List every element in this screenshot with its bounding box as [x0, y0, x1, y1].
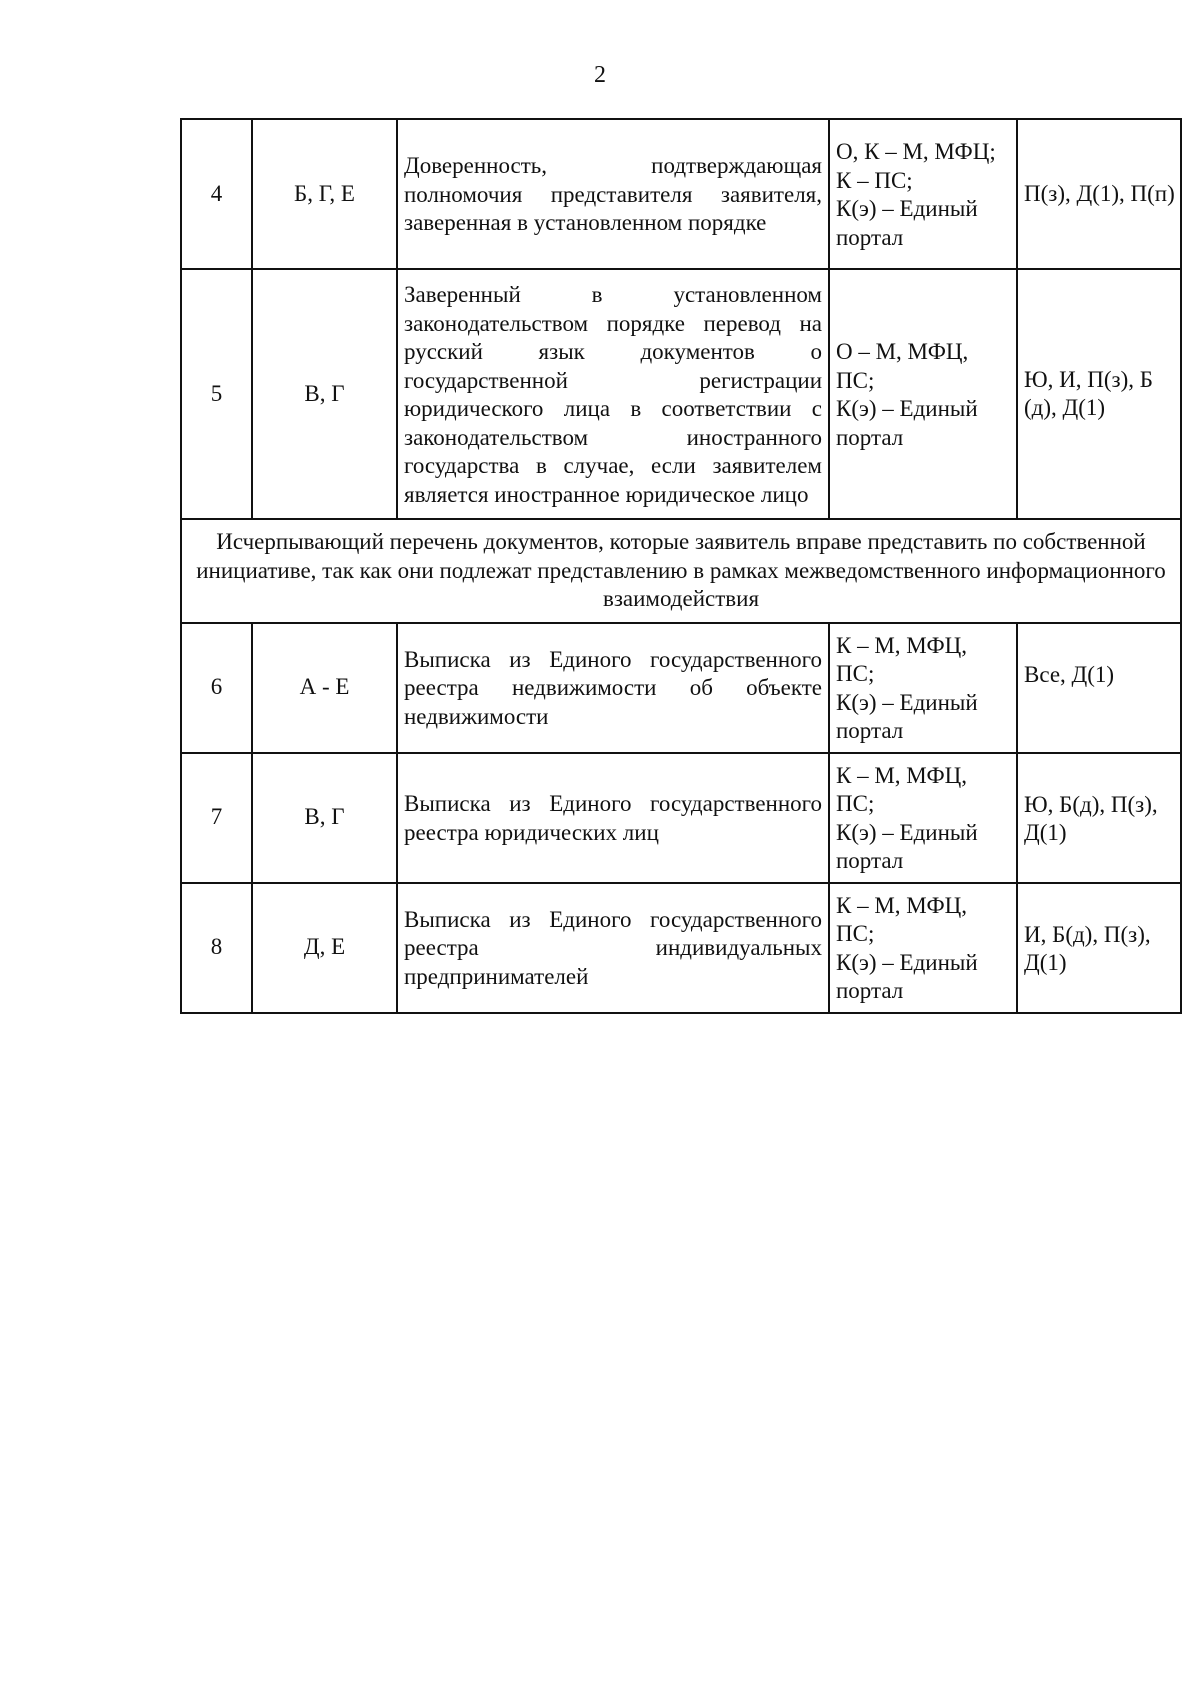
submission-way: ПС; — [836, 791, 875, 816]
row-number: 6 — [181, 623, 252, 753]
submission-ways — [829, 269, 1017, 519]
section-heading: Исчерпывающий перечень документов, которые заявитель вправе представить по собственной инициативе, так как они подлежат представлению в рамках межведомственного информационного взаимодействия — [181, 519, 1181, 623]
document-description: Доверенность, подтверждающая полномочия представителя заявителя, заверенная в установленном порядке — [397, 119, 829, 269]
table-row — [181, 753, 1181, 883]
document-description: Выписка из Единого государственного реестра индивидуальных предпринимателей — [397, 883, 829, 1013]
submission-ways — [829, 623, 1017, 753]
submission-way: О – М, МФЦ, — [836, 339, 969, 364]
table-row — [181, 119, 1181, 269]
result-codes: Ю, И, П(з), Б (д), Д(1) — [1017, 269, 1181, 519]
submission-way: К – М, МФЦ, — [836, 632, 967, 658]
row-number: 4 — [181, 119, 252, 269]
submission-way: К(э) – Единый портал — [836, 396, 978, 450]
section-heading-row — [181, 519, 1181, 623]
row-number: 5 — [181, 269, 252, 519]
submission-way: К(э) – Единый портал — [836, 819, 978, 873]
table-row — [181, 269, 1181, 519]
applicant-categories: В, Г — [252, 269, 397, 519]
submission-ways — [829, 119, 1017, 269]
document-description: Заверенный в установленном законодательством порядке перевод на русский язык документов о государственной регистрации юридического лица в соответствии с законодательством иностранного государства в случае, если заявителем является иностранное юридическое лицо — [397, 269, 829, 519]
submission-way: К – М, МФЦ, — [836, 892, 967, 918]
submission-ways — [829, 883, 1017, 1013]
result-codes: Ю, Б(д), П(з), Д(1) — [1017, 753, 1181, 883]
submission-way: О, К – М, МФЦ; — [836, 139, 996, 164]
submission-way: К(э) – Единый портал — [836, 196, 978, 250]
submission-way: ПС; — [836, 661, 875, 686]
applicant-categories: А - Е — [252, 623, 397, 753]
table-row — [181, 623, 1181, 753]
result-codes: Все, Д(1) — [1017, 623, 1181, 753]
applicant-categories: Д, Е — [252, 883, 397, 1013]
result-codes: П(з), Д(1), П(п) — [1017, 119, 1181, 269]
result-codes: И, Б(д), П(з), Д(1) — [1017, 883, 1181, 1013]
submission-way: К – ПС; — [836, 167, 913, 193]
submission-way: К(э) – Единый портал — [836, 689, 978, 743]
submission-way: ПС; — [836, 367, 875, 393]
document-description: Выписка из Единого государственного реестра юридических лиц — [397, 753, 829, 883]
submission-way: К(э) – Единый портал — [836, 949, 978, 1003]
applicant-categories: В, Г — [252, 753, 397, 883]
page-number: 2 — [594, 62, 606, 88]
documents-table — [180, 118, 1182, 1014]
applicant-categories: Б, Г, Е — [252, 119, 397, 269]
table-row — [181, 883, 1181, 1013]
submission-way: ПС; — [836, 921, 875, 946]
submission-way: К – М, МФЦ, — [836, 762, 967, 788]
document-description: Выписка из Единого государственного реестра недвижимости об объекте недвижимости — [397, 623, 829, 753]
row-number: 7 — [181, 753, 252, 883]
submission-ways — [829, 753, 1017, 883]
row-number: 8 — [181, 883, 252, 1013]
